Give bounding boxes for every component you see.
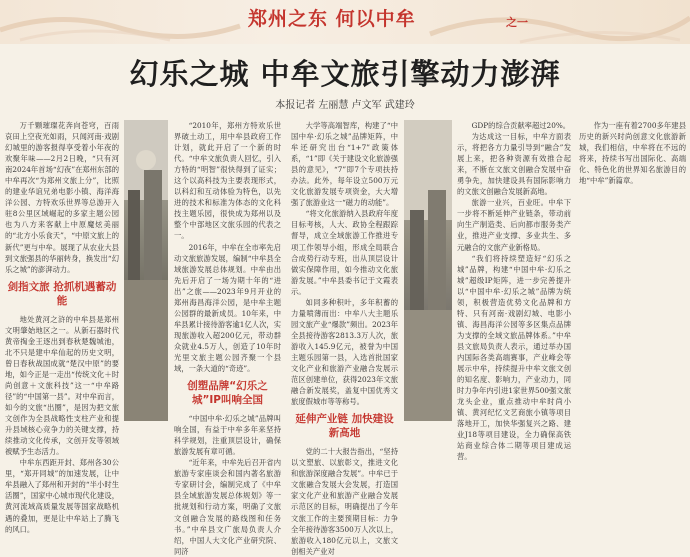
article-column-2 <box>174 120 281 556</box>
photo-scene <box>404 120 452 421</box>
paragraph: 旅游一业兴，百业旺。中牟下一步将不断延伸产业链条，带动前向生产制造类、后向都市服务类产业，推进产业支撑、多业共生、多元融合的文旅产业新格局。 <box>457 198 571 252</box>
paragraph: 2016年，中牟在全市率先启动文旅旅游发展，编制“中牟县全域旅游发展总体规划。中牟由出先后开启了一场为期十年的“进出”之旅——2023年9月开业的郑州海昌海洋公园，是中牟主题公园群的最新成员。10年来，中牟县累计接待游客逾1亿人次，实现旅游收入超200亿元，带动群众就业4.5万人，创造了10年时光里文旅主题公园齐聚一个县域，一条大道的“奇迹”。 <box>174 242 281 374</box>
article-column-4 <box>457 120 571 462</box>
paragraph: 地处黄河之浒的中牟县是郑州文明肇始地区之一。从新石器时代黄帝掏金王逐出到春秋楚魏城池，北不只是建中牟仙起的历史文明，曾日春秋战国成就“楚汉中原”的要地，如今正是一走出“传统文化＋时尚创意＋文旅科技”这一“中牟路径”的“中国第一县”。对中牟而言，如今的文旅“出圈”，是因为把文旅文创作为全县战略性支柱产业和提升县域核心竞争力的关键支撑，持续推动文化传承，文创开发等领域被赋予生态活力。 <box>5 314 119 457</box>
paragraph: 作为一座有着2700多年建县历史的新兴时尚创意文化旅游新城，我们相信，中牟将在不远的将来，持续书写出国际化、高端化、特色化的世界知名旅游目的地“中牟”新篇章。 <box>579 121 686 186</box>
paragraph: 大学等高端智库，构建了“中国中牟·幻乐之城”品牌矩阵，中牟还研究出台“1+7”政策体系，“1”即《关于建设文化旅游强县的意见》，“7”即7个专项扶持办法。此外，每年设立500万元文化旅游发展专项资金，大大增强了旅游业这一“磁力的动能”。 <box>291 121 398 208</box>
paragraph: “将文化旅游纳入县政府年度目标考核，人大、政协全程跟踪督导，成立全域旅游工作推进专项工作领导小组，形成全局联合合成势行动专班，出从顶层设计做实保障作用，如今推动文化旅游发展。”中牟县委书记于文霞表示。 <box>291 209 398 296</box>
paragraph: GDP的综合贡献率超过20%。 <box>471 121 571 130</box>
paragraph: “我们将持续塑造好“幻乐之城”品牌，构建“中国中牟·幻乐之城”超级IP矩阵，进一步完善提升以“中国中牟·幻乐之城”品牌为统领，积极营造优势文化品牌和方特、只有河南·戏剧幻城、电影小镇、海昌海洋公园等多区集点品牌为支撑的全域文旅品牌体系。”中牟县文旅局负责人表示，通过举办国内国际各类高端赛事，产业峰会等展示中牟，持续提升中牟文旅文创的知名度、影响力，产业动力，同时力争年内引进1家世界500强文旅龙头企业，重点推动中牟时尚小镇、黄河纪忆文艺商旅小镇等项目落地开工，加快华强复兴之路、建业J18等项目建设，全力确保高铁站商业综合体二期等项目建成运营。 <box>457 253 571 462</box>
paragraph: “中国中牟·幻乐之城”品牌叫响全国，有益于中牟多年来坚持科学规划，注重顶层设计，确保旅游发展有章可循。 <box>174 414 281 457</box>
paragraph: 如同多种积叶，多年积蓄的力量喷薄而出：中牟八大主题乐园文旅产业“爆款”频出。2023年全县接待游客2813.3万人次，旅游收入145.9亿元，被誉为中国主题乐园第一县，入选首批国家文化产业和旅游产业融合发展示范区创建单位，获得2023年文旅融合新发展奖，盖复中国优秀文旅度假城市等等称号。 <box>291 297 398 407</box>
article-photo-left <box>124 120 168 421</box>
article-column-3 <box>291 120 398 556</box>
article-byline: 本报记者 左丽慧 卢文军 武建玲 <box>275 100 415 111</box>
article-column-1 <box>5 120 119 534</box>
paragraph: 万千颗璀璨花奔向苍穹，百雨哀田上空夜光如雨，只闻河南·戏剧幻城里的游客报得享受着小年夜的欢聚年味——2月2日晚，“只有河南2024年首场“幻夜”在郑州东部的中牟再次“为郑州文旅上分”，比照的建业华谊兄弟电影小镇、海洋海洋公园、方特欢乐世界等总游开入驻8公里区域崛起的多家主题公园也为八方来客献上中原魔炫美丽的“北方小乐食天”，“中原文旅上的新代”更与中牟。展现了从农业大县到文旅强县的华丽转身，换发出“幻乐之城”的澎湃动力。 <box>5 121 119 274</box>
article-headline: 幻乐之城 中牟文旅引擎动力澎湃 <box>129 57 561 91</box>
section-subheading: 剑指文旅 抢抓机遇蓄动能 <box>7 280 117 307</box>
paragraph: 中牟东西距开封、郑州各30公里，“郑开同城”的加速发展，让中牟县融入了郑州和开封的“半小时生活圈”，国家中心城市现代化建设，黄河流域高质量发展等国家战略机遇的叠加，更是让中牟站上了腾飞的风口。 <box>5 458 119 534</box>
paragraph: “2010年，郑州方特欢乐世界破土动工，用中牟县政府工作计划，就此开启了一个新的时代。“中牟文旅负责人回忆，引入方特的“明智”很快得到了证实；这个以高科技为主要表现形式，以科幻和互动体验为特色，以先进的技术和标准为体态的文化科技主题乐园，很快成为郑州以及整个中部地区文旅乐园的代表之一。 <box>174 121 281 241</box>
series-number: 之一 <box>506 16 528 29</box>
section-subheading: 延伸产业链 加快建设新高地 <box>295 413 394 440</box>
series-title: 郑州之东 何以中牟 <box>248 8 416 30</box>
section-subheading: 创塑品牌“幻乐之城”IP叫响全国 <box>187 380 268 407</box>
photo-scene <box>124 120 168 421</box>
paragraph: 为达成这一目标，中牟方面表示，将把各方力量引导到“融合”发展上来，把各种资源有效推合起来，不断在文旅文创融合发展中奋勇争先，加快建设具有国际影响力的文旅文创融合发展新高地。 <box>457 132 571 197</box>
series-banner <box>0 0 690 44</box>
paragraph: 党的二十大报告指出，“坚持以文塑旅、以旅彰文，推进文化和旅游深度融合发展”。中牟已于文旅融合发展大会发展，打造国家文化产业和旅游产业融合发展示范区的目标，明确提出了今年文旅工作的主要预期目标：力争全年接待游客3500万人次以上，旅游收入180亿元以上，文旅文创相关产业对 <box>291 447 398 556</box>
article-photo-right <box>404 120 452 421</box>
paragraph: “近年来，中牟先后召开省内旅游专家座谈会和国内著名旅游专家研讨会，编制完成了《中牟县全域旅游发展总体规划》等一批规划和行动方案，明确了文旅文创融合发展的路线图和任务书。”中牟县文广旅局负责人介绍，中国人大文化产业研究院、同济 <box>174 458 281 556</box>
article-column-5 <box>579 120 686 421</box>
